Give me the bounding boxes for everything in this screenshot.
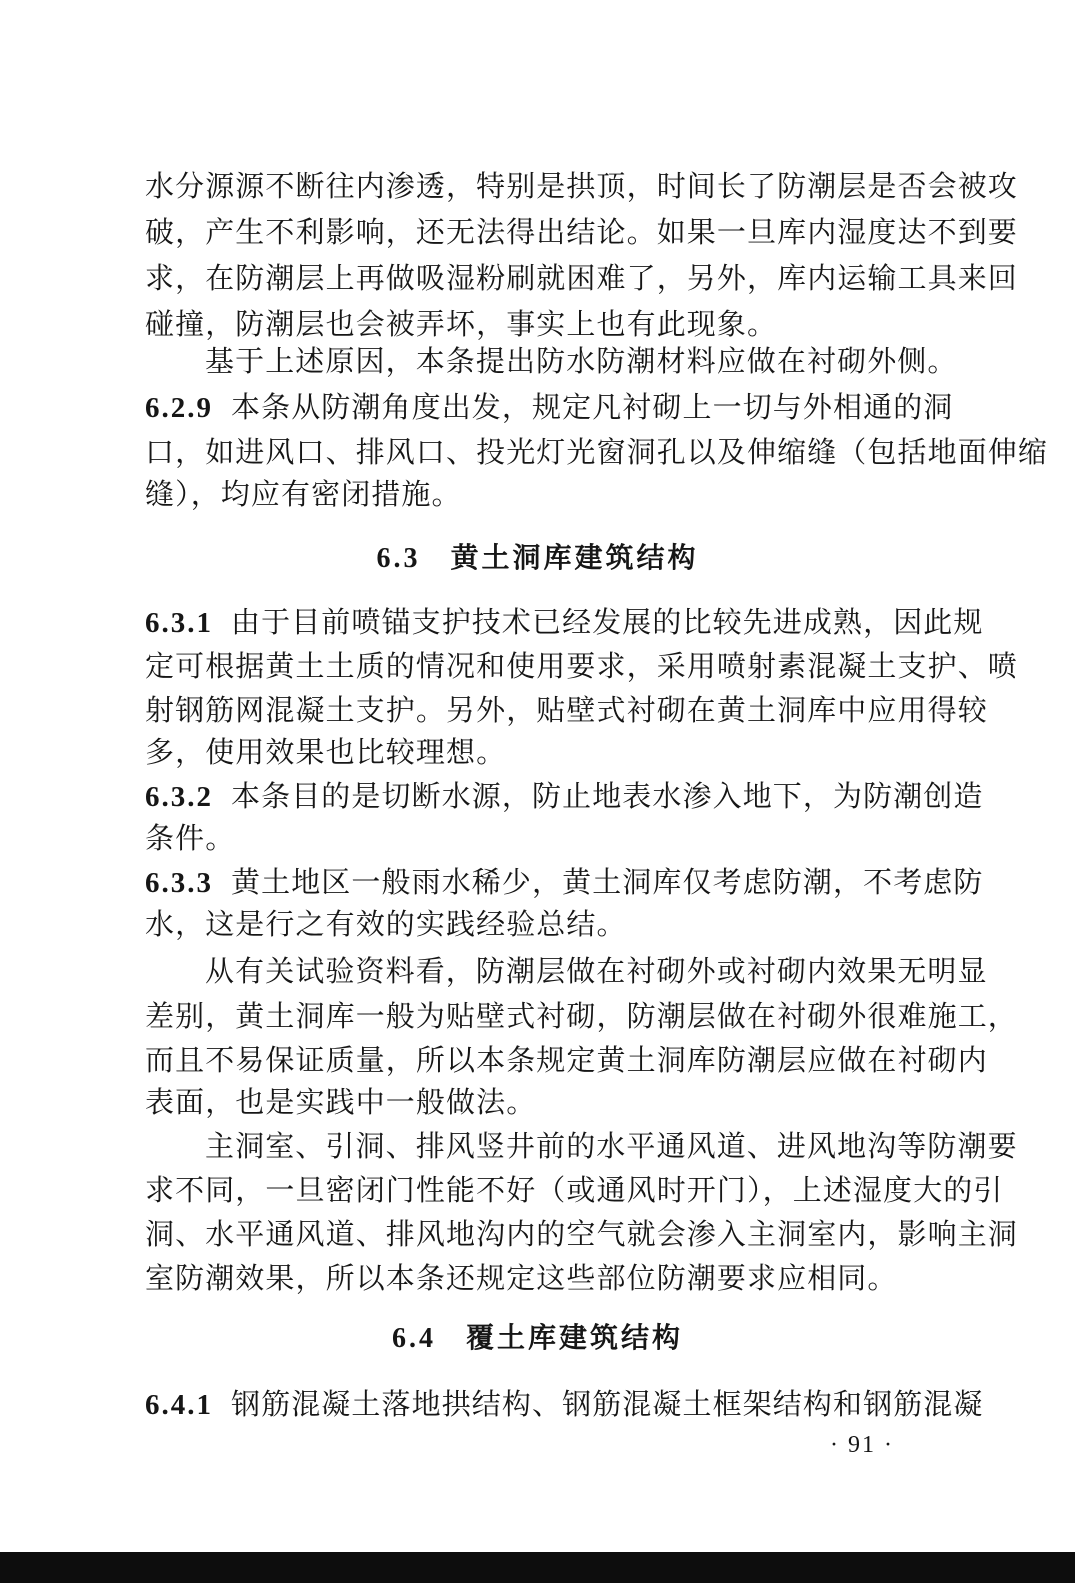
section-heading-6-4	[0, 1318, 1075, 1359]
clause-number: 6.3.2	[145, 781, 213, 813]
paragraph-line: 洞、水平通风道、排风地沟内的空气就会渗入主洞室内，影响主洞	[145, 1217, 1018, 1251]
section-title: 黄土洞库建筑结构	[450, 541, 699, 574]
paragraph-line: 碰撞，防潮层也会被弄坏，事实上也有此现象。	[145, 307, 778, 341]
paragraph-line: 多，使用效果也比较理想。	[145, 735, 507, 769]
clause-text: 本条从防潮角度出发，规定凡衬砌上一切与外相通的洞	[231, 390, 954, 424]
page-number: · 91 ·	[830, 1432, 894, 1458]
clause-6-3-3-line	[145, 862, 984, 903]
clause-text: 本条目的是切断水源，防止地表水渗入地下，为防潮创造	[231, 779, 984, 813]
section-number: 6.3	[376, 543, 421, 574]
paragraph-line: 定可根据黄土土质的情况和使用要求，采用喷射素混凝土支护、喷	[145, 649, 1018, 683]
paragraph-line: 水分源源不断往内渗透，特别是拱顶，时间长了防潮层是否会被攻	[145, 169, 1018, 203]
clause-number: 6.2.9	[145, 392, 213, 424]
clause-number: 6.4.1	[145, 1389, 213, 1421]
section-number: 6.4	[391, 1323, 436, 1354]
paragraph-line: 破，产生不利影响，还无法得出结论。如果一旦库内湿度达不到要	[145, 215, 1018, 249]
paragraph-line: 射钢筋网混凝土支护。另外，贴壁式衬砌在黄土洞库中应用得较	[145, 693, 988, 727]
paragraph-line: 水，这是行之有效的实践经验总结。	[145, 907, 627, 941]
paragraph-line: 室防潮效果，所以本条还规定这些部位防潮要求应相同。	[145, 1261, 898, 1295]
paragraph-line: 主洞室、引洞、排风竖井前的水平通风道、进风地沟等防潮要	[205, 1129, 1018, 1163]
paragraph-line: 缝），均应有密闭措施。	[145, 477, 462, 511]
paragraph-line: 条件。	[145, 821, 236, 855]
paragraph-line: 差别，黄土洞库一般为贴壁式衬砌，防潮层做在衬砌外很难施工，	[145, 999, 1018, 1033]
clause-6-3-2-line	[145, 776, 984, 817]
clause-6-4-1-line	[145, 1384, 984, 1425]
clause-6-2-9-line	[145, 387, 953, 428]
section-title: 覆土库建筑结构	[465, 1321, 683, 1354]
paragraph-line: 求不同，一旦密闭门性能不好（或通风时开门），上述湿度大的引	[145, 1173, 1004, 1207]
clause-number: 6.3.1	[145, 607, 213, 639]
paragraph-line: 而且不易保证质量，所以本条规定黄土洞库防潮层应做在衬砌内	[145, 1043, 988, 1077]
clause-6-3-1-line	[145, 602, 984, 643]
clause-text: 由于目前喷锚支护技术已经发展的比较先进成熟，因此规	[231, 605, 984, 639]
paragraph-line: 表面，也是实践中一般做法。	[145, 1085, 537, 1119]
clause-text: 钢筋混凝土落地拱结构、钢筋混凝土框架结构和钢筋混凝	[231, 1387, 984, 1421]
clause-number: 6.3.3	[145, 867, 213, 899]
paragraph-line: 求，在防潮层上再做吸湿粉刷就困难了，另外，库内运输工具来回	[145, 261, 1018, 295]
paragraph-line: 口，如进风口、排风口、投光灯光窗洞孔以及伸缩缝（包括地面伸缩	[145, 435, 1049, 469]
paragraph-line: 基于上述原因，本条提出防水防潮材料应做在衬砌外侧。	[205, 344, 958, 378]
clause-text: 黄土地区一般雨水稀少，黄土洞库仅考虑防潮，不考虑防	[231, 865, 984, 899]
paragraph-line: 从有关试验资料看，防潮层做在衬砌外或衬砌内效果无明显	[205, 954, 988, 988]
section-heading-6-3	[0, 538, 1075, 579]
scan-edge-bar	[0, 1552, 1075, 1583]
